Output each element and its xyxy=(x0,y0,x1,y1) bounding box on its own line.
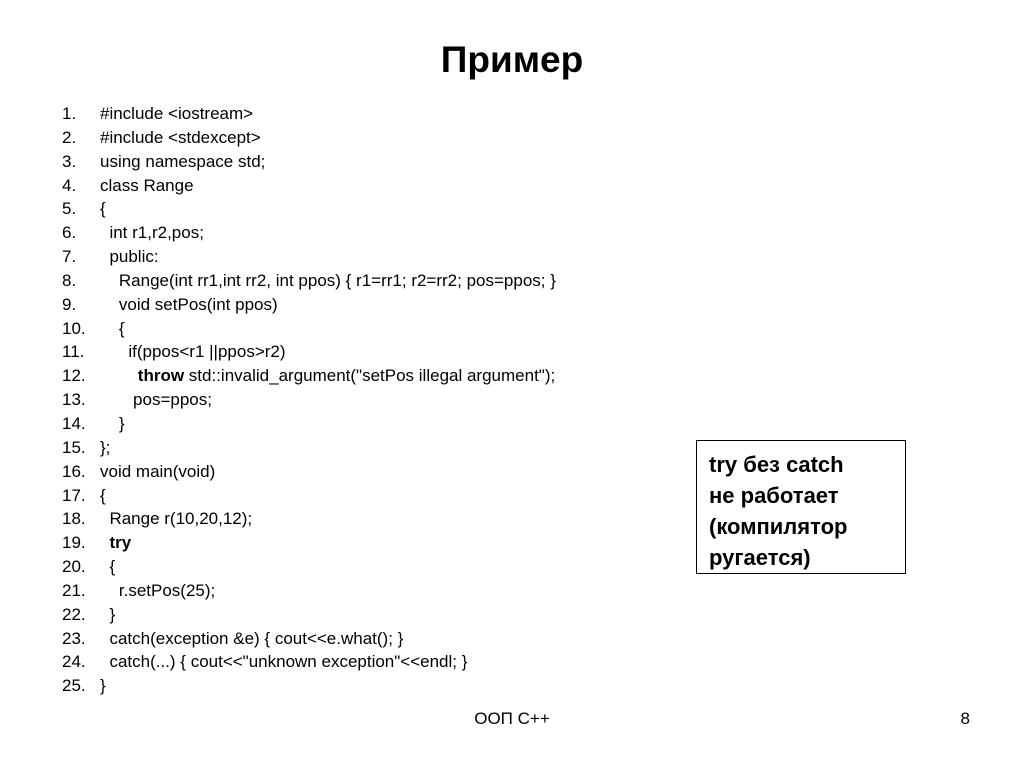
code-segment: } xyxy=(100,676,106,696)
line-number: 19. xyxy=(62,533,86,553)
code-segment: int r1,r2,pos; xyxy=(100,223,204,243)
line-number: 21. xyxy=(62,580,86,600)
code-segment: #include <iostream> xyxy=(100,104,254,123)
code-text xyxy=(100,388,212,412)
line-number: 11. xyxy=(62,342,85,362)
line-number: 18. xyxy=(62,509,86,529)
code-line xyxy=(0,197,690,221)
line-number: 13. xyxy=(62,390,86,410)
line-number: 22. xyxy=(62,604,86,624)
code-segment: #include <stdexcept> xyxy=(100,127,261,147)
code-line xyxy=(0,269,690,293)
code-line xyxy=(0,293,690,317)
code-line xyxy=(0,507,690,531)
code-line xyxy=(0,245,690,269)
code-text xyxy=(100,507,252,531)
code-line xyxy=(0,627,690,651)
code-segment: catch(...) { cout<<"unknown exception"<<endl; } xyxy=(100,652,468,672)
note-line: try без catch xyxy=(709,452,844,477)
line-number: 25. xyxy=(62,676,86,696)
code-text xyxy=(100,364,555,388)
code-line xyxy=(0,174,690,198)
code-line xyxy=(0,436,690,460)
code-line xyxy=(0,150,690,174)
code-line xyxy=(0,603,690,627)
code-segment: class Range xyxy=(100,175,194,195)
code-text xyxy=(100,197,106,221)
line-number: 23. xyxy=(62,628,86,648)
code-text xyxy=(100,627,403,651)
code-segment: r.setPos(25); xyxy=(100,580,216,600)
code-line xyxy=(0,412,690,436)
code-segment: } xyxy=(100,604,116,624)
code-keyword: throw xyxy=(137,366,185,386)
line-number: 3. xyxy=(62,151,77,171)
code-line xyxy=(0,102,690,126)
code-line xyxy=(0,579,690,603)
code-segment: } xyxy=(100,413,125,433)
code-keyword: try xyxy=(109,533,132,553)
code-text xyxy=(100,221,204,245)
line-number: 7. xyxy=(62,247,77,267)
note-line: (компилятор xyxy=(709,514,848,539)
code-segment: if(ppos<r1 ||ppos>r2) xyxy=(100,342,286,362)
code-segment: { xyxy=(100,557,116,577)
code-segment: { xyxy=(100,199,106,219)
code-line xyxy=(0,460,690,484)
code-text xyxy=(100,102,253,126)
line-number: 17. xyxy=(62,485,86,505)
code-line xyxy=(0,340,690,364)
code-text xyxy=(100,436,110,460)
code-text xyxy=(100,603,115,627)
code-line xyxy=(0,484,690,508)
code-line xyxy=(0,674,690,698)
line-number: 12. xyxy=(62,366,86,386)
code-line xyxy=(0,126,690,150)
code-listing xyxy=(0,102,690,698)
code-text xyxy=(100,674,106,698)
code-line xyxy=(0,650,690,674)
line-number: 2. xyxy=(62,127,77,147)
code-line xyxy=(0,364,690,388)
page-number: 8 xyxy=(960,709,970,728)
line-number: 14. xyxy=(62,413,86,433)
code-segment: pos=ppos; xyxy=(100,390,212,410)
code-text xyxy=(100,317,125,341)
line-number: 4. xyxy=(62,175,77,195)
code-line xyxy=(0,388,690,412)
code-text xyxy=(100,126,261,150)
line-number: 1. xyxy=(62,104,77,123)
code-segment: }; xyxy=(100,437,111,457)
code-text xyxy=(100,579,215,603)
code-segment: { xyxy=(100,485,106,505)
note-line: ругается) xyxy=(709,545,811,570)
code-segment: { xyxy=(100,318,125,338)
code-text xyxy=(100,293,278,317)
line-number: 10. xyxy=(62,318,86,338)
code-text xyxy=(100,460,215,484)
note-callout xyxy=(696,440,906,574)
line-number: 24. xyxy=(62,652,86,672)
code-text xyxy=(100,245,159,269)
line-number: 20. xyxy=(62,557,86,577)
code-text xyxy=(100,340,286,364)
footer-course-name: ООП С++ xyxy=(474,709,550,728)
line-number: 6. xyxy=(62,223,77,243)
code-text xyxy=(100,650,467,674)
line-number: 15. xyxy=(62,437,86,457)
code-text xyxy=(100,269,556,293)
line-number: 9. xyxy=(62,294,77,314)
note-line: не работает xyxy=(709,483,839,508)
code-segment: Range r(10,20,12); xyxy=(100,509,253,529)
slide-title: Пример xyxy=(440,39,584,80)
code-line xyxy=(0,531,690,555)
code-segment: std::invalid_argument("setPos illegal argument"); xyxy=(184,366,556,386)
code-segment: using namespace std; xyxy=(100,151,266,171)
code-text xyxy=(100,555,115,579)
code-line xyxy=(0,317,690,341)
code-segment: void setPos(int ppos) xyxy=(100,294,278,314)
line-number: 16. xyxy=(62,461,86,481)
code-segment: catch(exception &e) { cout<<e.what(); } xyxy=(100,628,404,648)
code-segment xyxy=(100,366,138,385)
code-segment: public: xyxy=(100,247,159,267)
code-text xyxy=(100,150,265,174)
line-number: 8. xyxy=(62,270,77,290)
code-segment: Range(int rr1,int rr2, int ppos) { r1=rr1; r2=rr2; pos=ppos; } xyxy=(100,270,556,290)
code-text xyxy=(100,174,194,198)
code-line xyxy=(0,555,690,579)
line-number: 5. xyxy=(62,199,77,219)
code-text xyxy=(100,412,125,436)
code-line xyxy=(0,221,690,245)
code-text xyxy=(100,531,131,555)
code-text xyxy=(100,484,106,508)
code-segment: void main(void) xyxy=(100,461,216,481)
